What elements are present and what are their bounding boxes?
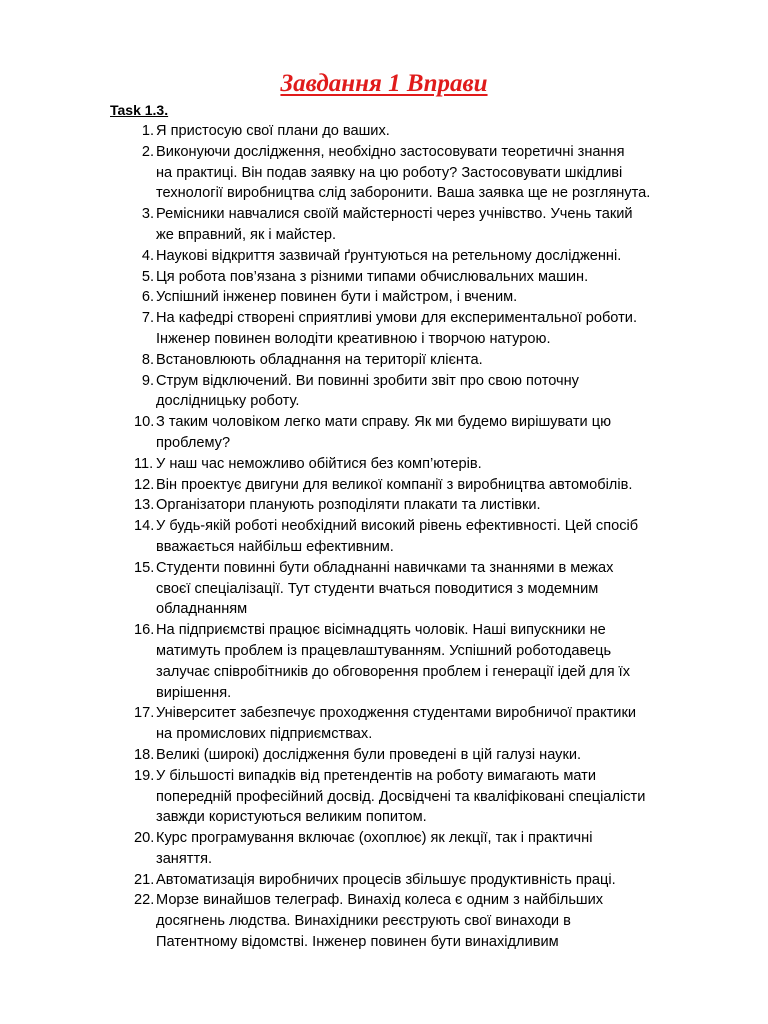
list-item-number: 3. bbox=[141, 206, 154, 223]
list-item-text: Струм відключений. Ви повинні зробити звіт про свою поточну дослідницьку роботу. bbox=[156, 372, 579, 410]
list-item-text: Успішний інженер повинен бути і майстром, і вченим. bbox=[156, 289, 518, 306]
list-item-number: 8. bbox=[141, 351, 154, 368]
list-item-number: 10. bbox=[134, 414, 155, 431]
list-item bbox=[0, 121, 768, 142]
list-item bbox=[0, 745, 768, 766]
list-item-text: У будь-якій роботі необхідний високий рівень ефективності. Цей спосіб вважається найбільш ефективним. bbox=[156, 518, 639, 555]
list-item-text: Ця робота пов’язана з різними типами обчислювальних машин. bbox=[156, 268, 589, 285]
list-item bbox=[0, 371, 768, 413]
list-item-number: 17. bbox=[134, 705, 155, 722]
list-item-number: 11. bbox=[134, 455, 154, 472]
list-item-text: Ремісники навчалися своїй майстерності через учнівство. Учень такий же вправний, як і майстер. bbox=[156, 206, 633, 243]
task-list bbox=[0, 121, 768, 953]
list-item bbox=[0, 475, 768, 496]
list-item bbox=[0, 890, 768, 952]
list-item-text: З таким чоловіком легко мати справу. Як ми будемо вирішувати цю проблему? bbox=[156, 414, 612, 451]
list-item-text: У наш час неможливо обійтися без комп’ютерів. bbox=[156, 455, 482, 472]
list-item-text: Курс програмування включає (охоплює) як лекції, так і практичні заняття. bbox=[156, 830, 593, 867]
list-item-number: 6. bbox=[141, 289, 154, 306]
list-item-number: 18. bbox=[134, 746, 155, 763]
list-item-text: У більшості випадків від претендентів на роботу вимагають мати попередній професійний досвід. Досвідчені та кваліфіковані спеціалісти завжди користуються великим попитом. bbox=[156, 767, 646, 826]
page-title: Завдання 1 Вправи bbox=[280, 70, 488, 97]
list-item-text: Автоматизація виробничих процесів збільшує продуктивність праці. bbox=[156, 871, 616, 888]
list-item-number: 19. bbox=[134, 767, 155, 784]
list-item-number: 14. bbox=[134, 518, 155, 535]
list-item-text: Виконуючи дослідження, необхідно застосовувати теоретичні знання на практиці. Він подав заявку на цю роботу? Застосовувати шкідливі технології виробництва слід заборонити. Ваша заявка ще не розглянута. bbox=[156, 143, 651, 202]
list-item bbox=[0, 204, 768, 246]
list-item-number: 2. bbox=[141, 143, 154, 160]
list-item-number: 1. bbox=[141, 123, 154, 139]
list-item-number: 20. bbox=[134, 830, 155, 847]
list-item-text: Великі (широкі) дослідження були проведені в цій галузі науки. bbox=[156, 746, 582, 763]
list-item-text: Університет забезпечує проходження студентами виробничої практики на промислових підприємствах. bbox=[156, 705, 636, 743]
list-item-text: Морзе винайшов телеграф. Винахід колеса є одним з найбільших досягнень людства. Винахідники реєструють свої винаходи в Патентному відомстві. Інженер повинен бути винахідливим bbox=[156, 892, 604, 951]
list-item bbox=[0, 454, 768, 475]
list-item-number: 16. bbox=[134, 622, 155, 639]
list-item-text: Студенти повинні бути обладнанні навичками та знаннями в межах своєї спеціалізації. Тут студенти вчаться поводитися з модемним обладнанням bbox=[156, 559, 614, 618]
list-item-number: 15. bbox=[134, 559, 155, 576]
list-item bbox=[0, 620, 768, 703]
list-item-text: Він проектує двигуни для великої компанії з виробництва автомобілів. bbox=[156, 476, 633, 493]
list-item bbox=[0, 558, 768, 620]
list-item bbox=[0, 267, 768, 288]
list-item-text: Я пристосую свої плани до ваших. bbox=[156, 123, 390, 139]
list-item-number: 4. bbox=[141, 247, 154, 264]
list-item-number: 9. bbox=[141, 372, 154, 389]
list-item bbox=[0, 870, 768, 891]
list-item bbox=[0, 495, 768, 516]
list-item-text: Організатори планують розподіляти плакати та листівки. bbox=[156, 497, 541, 514]
list-item bbox=[0, 766, 768, 828]
list-item-text: Наукові відкриття зазвичай ґрунтуються на ретельному дослідженні. bbox=[156, 247, 622, 264]
list-item-number: 22. bbox=[134, 892, 155, 909]
list-item-number: 7. bbox=[141, 310, 154, 327]
list-item bbox=[0, 412, 768, 454]
list-item-text: На підприємстві працює вісімнадцять чоловік. Наші випускники не матимуть проблем із працевлаштуванням. Успішний роботодавець залучає співробітників до обговорення проблем і генерації ідей для їх вирішення. bbox=[156, 622, 631, 701]
list-item bbox=[0, 287, 768, 308]
list-item-number: 5. bbox=[141, 268, 154, 285]
list-item-text: На кафедрі створені сприятливі умови для експериментальної роботи. Інженер повинен володіти креативною і творчою натурою. bbox=[156, 310, 637, 347]
list-item bbox=[0, 142, 768, 204]
list-item bbox=[0, 308, 768, 350]
list-item-number: 13. bbox=[134, 497, 155, 514]
list-item-number: 21. bbox=[134, 871, 155, 888]
list-item bbox=[0, 828, 768, 870]
list-item-number: 12. bbox=[134, 476, 155, 493]
list-item bbox=[0, 703, 768, 745]
list-item bbox=[0, 246, 768, 267]
list-item bbox=[0, 516, 768, 558]
task-heading: Task 1.3. bbox=[110, 102, 169, 118]
list-item bbox=[0, 350, 768, 371]
list-item-text: Встановлюють обладнання на території клієнта. bbox=[156, 351, 483, 368]
